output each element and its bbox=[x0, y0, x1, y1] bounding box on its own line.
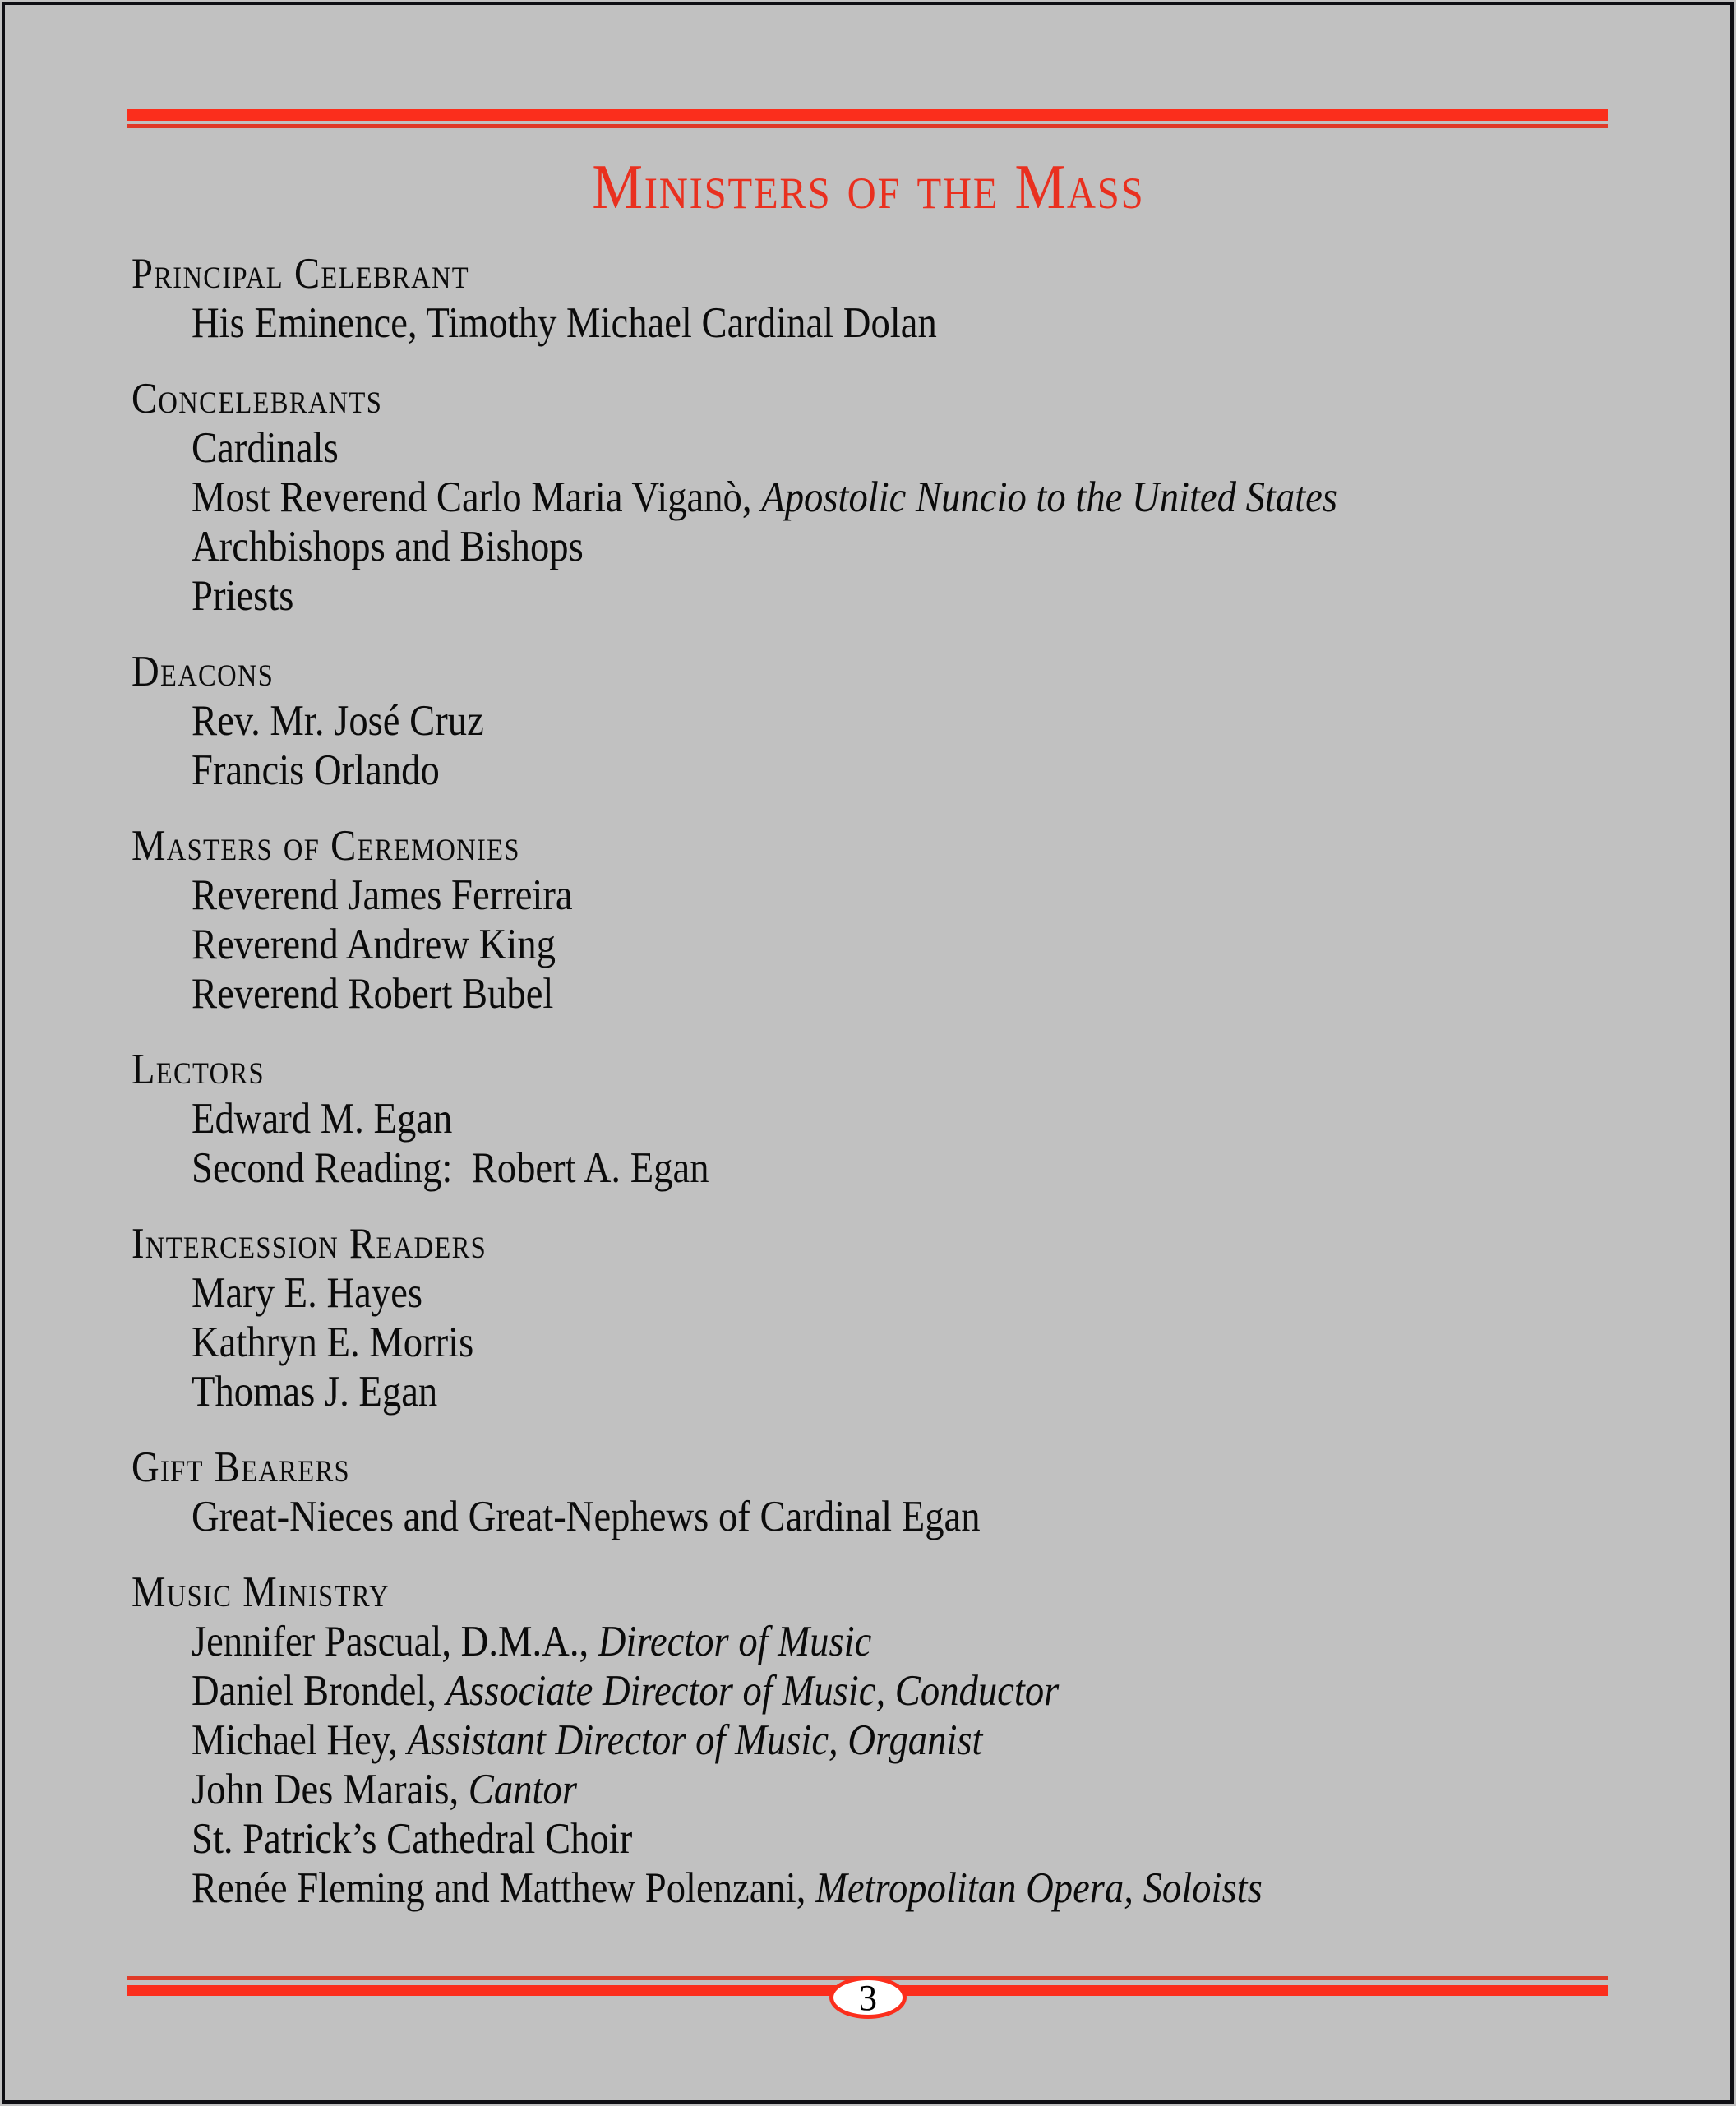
minister-line bbox=[132, 746, 1687, 795]
section-intercession-readers bbox=[132, 1219, 1687, 1416]
minister-name: Rev. Mr. José Cruz bbox=[192, 697, 484, 745]
minister-line-text bbox=[192, 1617, 871, 1666]
section-heading bbox=[132, 1443, 1687, 1492]
minister-line-text bbox=[192, 1318, 473, 1367]
minister-line bbox=[132, 1617, 1687, 1666]
minister-line bbox=[132, 522, 1687, 571]
minister-line-text bbox=[192, 871, 573, 920]
section-deacons bbox=[132, 647, 1687, 795]
minister-name: His Eminence, Timothy Michael Cardinal Dolan bbox=[192, 299, 937, 347]
minister-name: Cardinals bbox=[192, 424, 339, 472]
page-number-badge bbox=[829, 1976, 907, 2019]
section-principal-celebrant bbox=[132, 249, 1687, 348]
minister-line bbox=[132, 571, 1687, 621]
minister-name: Kathryn E. Morris bbox=[192, 1319, 474, 1366]
minister-name: Francis Orlando bbox=[192, 746, 440, 794]
minister-line bbox=[132, 1864, 1687, 1913]
minister-line-text bbox=[192, 1814, 632, 1864]
section-music-ministry bbox=[132, 1568, 1687, 1913]
section-heading bbox=[132, 1045, 1687, 1094]
minister-line-text bbox=[192, 1765, 577, 1814]
page-title bbox=[0, 150, 1736, 224]
section-heading-text: Deacons bbox=[132, 648, 275, 695]
minister-line-text bbox=[192, 298, 937, 348]
minister-line bbox=[132, 969, 1687, 1018]
minister-name: Michael Hey, bbox=[192, 1716, 408, 1764]
minister-name: Reverend Robert Bubel bbox=[192, 970, 554, 1018]
minister-name: Daniel Brondel, bbox=[192, 1667, 446, 1715]
section-heading bbox=[132, 1219, 1687, 1268]
minister-line bbox=[132, 1143, 1687, 1193]
minister-line bbox=[132, 1367, 1687, 1416]
page-number: 3 bbox=[859, 1977, 877, 2018]
minister-role-italic: Director of Music bbox=[598, 1618, 872, 1665]
minister-name: Edward M. Egan bbox=[192, 1095, 453, 1143]
minister-name: Reverend Andrew King bbox=[192, 921, 556, 968]
minister-line-text bbox=[192, 1268, 422, 1318]
minister-name: Second Reading: Robert A. Egan bbox=[192, 1144, 709, 1192]
minister-name: Great-Nieces and Great-Nephews of Cardinal Egan bbox=[192, 1493, 981, 1540]
minister-name: Reverend James Ferreira bbox=[192, 871, 573, 919]
minister-line bbox=[132, 1268, 1687, 1318]
minister-line-text bbox=[192, 571, 293, 621]
minister-line-text bbox=[192, 746, 440, 795]
page-title-text: Ministers of the Mass bbox=[591, 151, 1145, 222]
minister-line-text bbox=[192, 1666, 1059, 1716]
minister-role-italic: Metropolitan Opera, Soloists bbox=[815, 1864, 1263, 1912]
section-lectors bbox=[132, 1045, 1687, 1193]
minister-line-text bbox=[192, 522, 584, 571]
minister-line bbox=[132, 696, 1687, 746]
minister-line bbox=[132, 1814, 1687, 1864]
section-heading bbox=[132, 821, 1687, 871]
minister-role-italic: Assistant Director of Music, Organist bbox=[407, 1716, 983, 1764]
minister-line bbox=[132, 1318, 1687, 1367]
section-masters-of-ceremonies bbox=[132, 821, 1687, 1018]
minister-role-italic: Apostolic Nuncio to the United States bbox=[761, 473, 1338, 521]
minister-line bbox=[132, 1094, 1687, 1143]
minister-role-italic: Cantor bbox=[468, 1766, 577, 1813]
minister-name: Archbishops and Bishops bbox=[192, 523, 584, 570]
minister-line bbox=[132, 1765, 1687, 1814]
minister-line bbox=[132, 1666, 1687, 1716]
minister-role-italic: Associate Director of Music, Conductor bbox=[446, 1667, 1060, 1715]
section-heading-text: Intercession Readers bbox=[132, 1220, 487, 1268]
minister-line bbox=[132, 298, 1687, 348]
section-heading bbox=[132, 374, 1687, 423]
minister-name: St. Patrick’s Cathedral Choir bbox=[192, 1815, 633, 1863]
section-heading-text: Music Ministry bbox=[132, 1568, 390, 1616]
minister-line-text bbox=[192, 1367, 437, 1416]
minister-line-text bbox=[192, 1716, 983, 1765]
minister-line-text bbox=[192, 1492, 981, 1541]
section-gift-bearers bbox=[132, 1443, 1687, 1541]
section-heading-text: Gift Bearers bbox=[132, 1443, 350, 1491]
ministers-list bbox=[132, 229, 1687, 1913]
minister-line bbox=[132, 1716, 1687, 1765]
section-concelebrants bbox=[132, 374, 1687, 621]
minister-line bbox=[132, 920, 1687, 969]
minister-line bbox=[132, 1492, 1687, 1541]
minister-name: Mary E. Hayes bbox=[192, 1269, 423, 1317]
minister-name: Thomas J. Egan bbox=[192, 1368, 438, 1416]
section-heading bbox=[132, 647, 1687, 696]
minister-line-text bbox=[192, 1143, 709, 1193]
minister-line-text bbox=[192, 1864, 1263, 1913]
section-heading bbox=[132, 1568, 1687, 1617]
minister-line-text bbox=[192, 423, 339, 473]
header-rule-thick bbox=[127, 109, 1608, 121]
section-heading-text: Lectors bbox=[132, 1046, 265, 1093]
minister-line-text bbox=[192, 473, 1337, 522]
section-heading-text: Principal Celebrant bbox=[132, 250, 469, 298]
minister-line-text bbox=[192, 920, 556, 969]
minister-line bbox=[132, 423, 1687, 473]
minister-name: Priests bbox=[192, 572, 294, 620]
minister-line bbox=[132, 473, 1687, 522]
minister-line-text bbox=[192, 969, 553, 1018]
minister-line-text bbox=[192, 1094, 452, 1143]
minister-name: John Des Marais, bbox=[192, 1766, 469, 1813]
section-heading bbox=[132, 249, 1687, 298]
minister-line bbox=[132, 871, 1687, 920]
section-heading-text: Masters of Ceremonies bbox=[132, 822, 520, 870]
minister-name: Renée Fleming and Matthew Polenzani, bbox=[192, 1864, 816, 1912]
minister-name: Jennifer Pascual, D.M.A., bbox=[192, 1618, 598, 1665]
minister-name: Most Reverend Carlo Maria Viganò, bbox=[192, 473, 762, 521]
section-heading-text: Concelebrants bbox=[132, 375, 383, 423]
header-rule-thin bbox=[127, 124, 1608, 128]
minister-line-text bbox=[192, 696, 484, 746]
